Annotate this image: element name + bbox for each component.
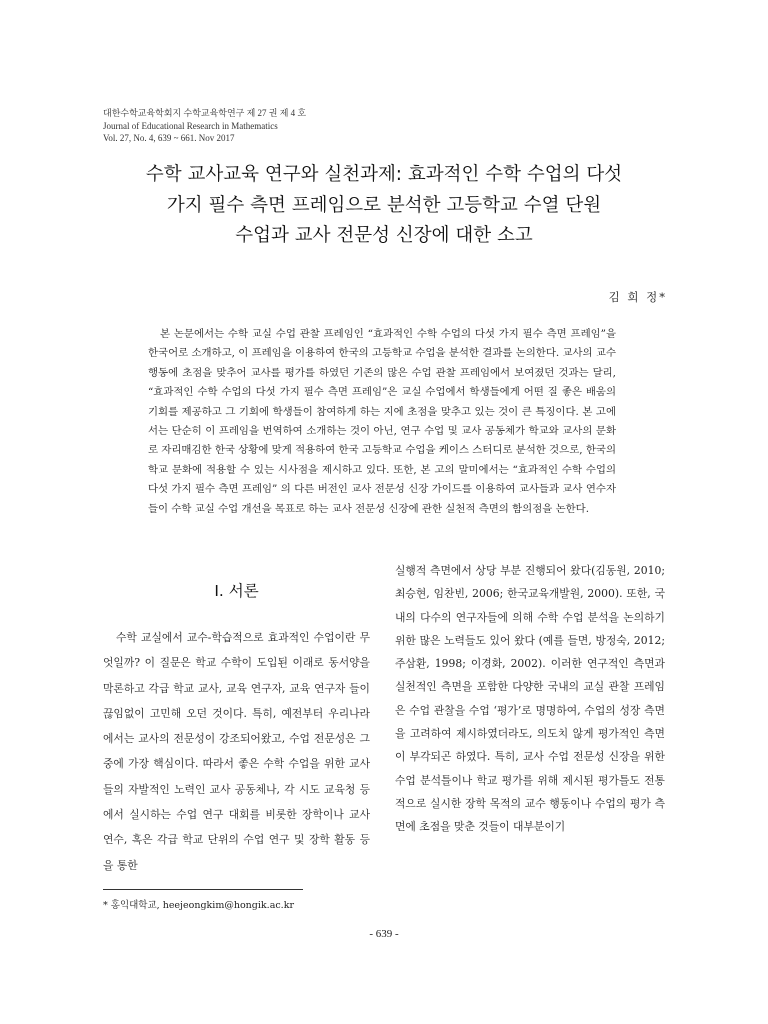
title-line-2: 가지 필수 측면 프레임으로 분석한 고등학교 수열 단원	[166, 194, 602, 216]
title-line-3: 수업과 교사 전문성 신장에 대한 소고	[235, 225, 533, 246]
footnote-divider	[103, 889, 303, 890]
abstract: 본 논문에서는 수학 교실 수업 관찰 프레임인 “효과적인 수학 수업의 다섯 가지 필수 측면 프레임”을 한국어로 소개하고, 이 프레임을 이용하여 한국의 고등학교 수업을 분석한 결과를 논의한다. 교사의 교수 행동에 초점을 맞추어 교사를 평가를 하였던 기존의 많은 수업 관찰 프레임에서 보여졌던 것과는 달리, “효과적인 수학 수업의 다섯 가지 필수 측면 프레임”은 교실 수업에서 학생들에게 어떤 질 좋은 배움의 기회를 제공하고 그 기회에 학생들이 참여하게 하는 지에 초점을 맞추고 있는 것이 큰 특징이다. 본 고에서는 단순히 이 프레임을 번역하여 소개하는 것이 아닌, 연구 수업 및 교사 공동체가 학교와 교사의 문화로 자리매김한 한국 상황에 맞게 적용하여 한국 고등학교 수업을 케이스 스터디로 분석한 것으로, 한국의 학교 문화에 적용할 수 있는 시사점을 제시하고 있다. 또한, 본 고의 말미에서는 “효과적인 수학 수업의 다섯 가지 필수 측면 프레임” 의 다른 버전인 교사 전문성 신장 가이드를 이용하여 교사들과 교사 연수자들이 수학 교실 수업 개선을 목표로 하는 교사 전문성 신장에 관한 실천적 측면의 함의점을 논한다.	[148, 328, 616, 515]
volume-info: Vol. 27, No. 4, 639 ~ 661. Nov 2017	[103, 133, 235, 143]
footnote: * 홍익대학교, heejeongkim@hongik.ac.kr	[103, 900, 295, 911]
journal-english-name: Journal of Educational Research in Mathematics	[103, 120, 278, 131]
journal-korean-name: 대한수학교육학회지 수학교육학연구 제 27 권 제 4 호	[103, 108, 307, 118]
page-number: - 639 -	[369, 928, 399, 940]
paper-title	[90, 160, 678, 252]
body-right-column: 실행적 측면에서 상당 부분 진행되어 왔다(김동원, 2010; 최승현, 임찬빈, 2006; 한국교육개발원, 2000). 또한, 국내의 다수의 연구자들에 의해 수학 수업 분석을 논의하기 위한 많은 노력들도 있어 왔다 (예를 들면, 방정숙, 2012; 주삼환, 1998; 이경화, 2002). 이러한 연구적인 측면과 실천적인 측면을 포함한 다양한 국내의 교실 관찰 프레임은 수업 관찰을 수업 ‘평가’로 명명하여, 수업의 성장 측면을 고려하여 제시하였더라도, 의도치 않게 평가적인 측면이 부각되곤 하였다. 특히, 교사 수업 전문성 신장을 위한 수업 분석틀이나 학교 평가를 위해 제시된 평가틀도 전통적으로 실시한 장학 목적의 교수 행동이나 수업의 평가 측면에 초점을 맞춘 것들이 대부분이기	[395, 564, 665, 834]
journal-header	[103, 107, 306, 145]
section-heading-introduction: I. 서론	[214, 582, 259, 600]
body-left-column: 수학 교실에서 교수-학습적으로 효과적인 수업이란 무엇일까? 이 질문은 학교 수학이 도입된 이래로 동서양을 막론하고 각급 학교 교사, 교육 연구자, 교육 연구자 들이 끊임없이 고민해 오던 것이다. 특히, 예전부터 우리나라에서는 교사의 전문성이 강조되어왔고, 수업 전문성은 그 중에 가장 핵심이다. 따라서 좋은 수학 수업을 위한 교사들의 자발적인 노력인 교사 공동체나, 각 시도 교육청 등에서 실시하는 수업 연구 대회를 비롯한 장학이나 교사 연수, 혹은 각급 학교 단위의 수업 연구 및 장학 활동 등을 통한	[103, 631, 370, 872]
author-name: 김 희 정*	[608, 290, 667, 304]
title-line-1: 수학 교사교육 연구와 실천과제: 효과적인 수학 수업의 다섯	[145, 164, 623, 185]
